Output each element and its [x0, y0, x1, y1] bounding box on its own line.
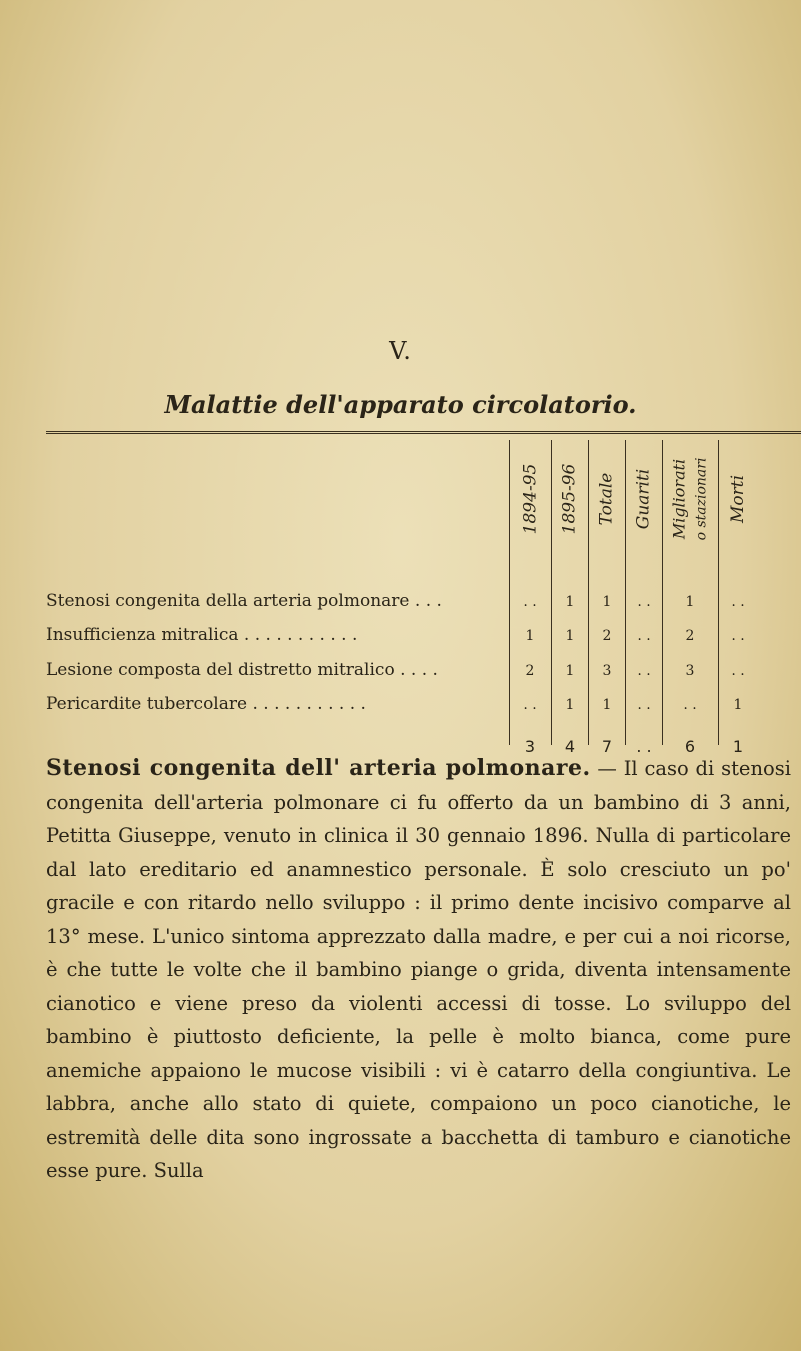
- table-cell: . .: [637, 697, 651, 713]
- total-cell: 4: [564, 737, 576, 756]
- column-header-morti: Morti: [728, 474, 749, 524]
- table-row-label: Insufficienza mitralica . . . . . . . . . . .: [46, 625, 358, 645]
- column-header-guariti: Guariti: [633, 468, 654, 530]
- table-cell: 2: [602, 628, 612, 644]
- table-top-rule: [46, 431, 801, 434]
- table-cell: 1: [565, 663, 575, 679]
- table-cell: . .: [637, 663, 651, 679]
- section-title: Malattie dell'apparato circolatorio.: [164, 390, 637, 419]
- total-cell: . .: [636, 737, 652, 756]
- column-header-1895-96: 1895-96: [559, 463, 580, 535]
- table-cell: 1: [565, 697, 575, 713]
- column-header-totale: Totale: [596, 472, 617, 526]
- table-cell: 1: [685, 594, 695, 610]
- table-cell: 2: [685, 628, 695, 644]
- table-cell: . .: [523, 697, 537, 713]
- total-cell: 6: [684, 737, 696, 756]
- table-cell: 1: [565, 628, 575, 644]
- table-cell: 3: [602, 663, 612, 679]
- table-cell: . .: [637, 594, 651, 610]
- section-number: V.: [389, 337, 412, 365]
- table-cell: . .: [523, 594, 537, 610]
- table-cell: 1: [565, 594, 575, 610]
- table-cell: . .: [683, 697, 697, 713]
- table-cell: . .: [731, 594, 745, 610]
- column-header-migliorati: Migliorati o stazionari: [669, 457, 710, 541]
- total-cell: 7: [601, 737, 613, 756]
- total-cell: 3: [524, 737, 536, 756]
- table-cell: . .: [731, 663, 745, 679]
- paragraph-text: — Il caso di stenosi congenita dell'arteria polmonare ci fu offerto da un bambino di 3 anni, Petitta Giuseppe, venuto in clinica il 30 gennaio 1896. Nulla di particolare dal lato ereditario ed anamnestico personale. È solo cresciuto un po' gracile e con ritardo nello sviluppo : il primo dente incisivo comparve al 13° mese. L'unico sintoma apprezzato dalla madre, e per cui a noi ricorse, è che tutte le volte che il bambino piange o grida, diventa intensamente cianotico e viene preso da violenti accessi di tosse. Lo sviluppo del bambino è piuttosto deficiente, la pelle è molto bianca, come pure anemiche appaiono le mucose visibili : vi è catarro della congiuntiva. Le labbra, anche allo stato di quiete, compaiono un poco cianotiche, le estremità delle dita sono ingrossate a bacchetta di tamburo e cianotiche esse pure. Sulla: [46, 757, 791, 1182]
- column-header-1894-95: 1894-95: [520, 463, 541, 535]
- table-cell: 3: [685, 663, 695, 679]
- table-row-label: Lesione composta del distretto mitralico . . . .: [46, 660, 438, 680]
- table-cell: 1: [733, 697, 743, 713]
- table-row-label: Stenosi congenita della arteria polmonare . . .: [46, 591, 442, 611]
- table-cell: . .: [731, 628, 745, 644]
- table-cell: 2: [525, 663, 535, 679]
- table-cell: 1: [602, 594, 612, 610]
- table-row-label: Pericardite tubercolare . . . . . . . . . . .: [46, 694, 366, 714]
- table-cell: . .: [637, 628, 651, 644]
- paragraph-heading: Stenosi congenita dell' arteria polmonare.: [46, 755, 591, 781]
- table-cell: 1: [602, 697, 612, 713]
- body-paragraph: [46, 752, 791, 1188]
- table-cell: 1: [525, 628, 535, 644]
- total-cell: 1: [732, 737, 744, 756]
